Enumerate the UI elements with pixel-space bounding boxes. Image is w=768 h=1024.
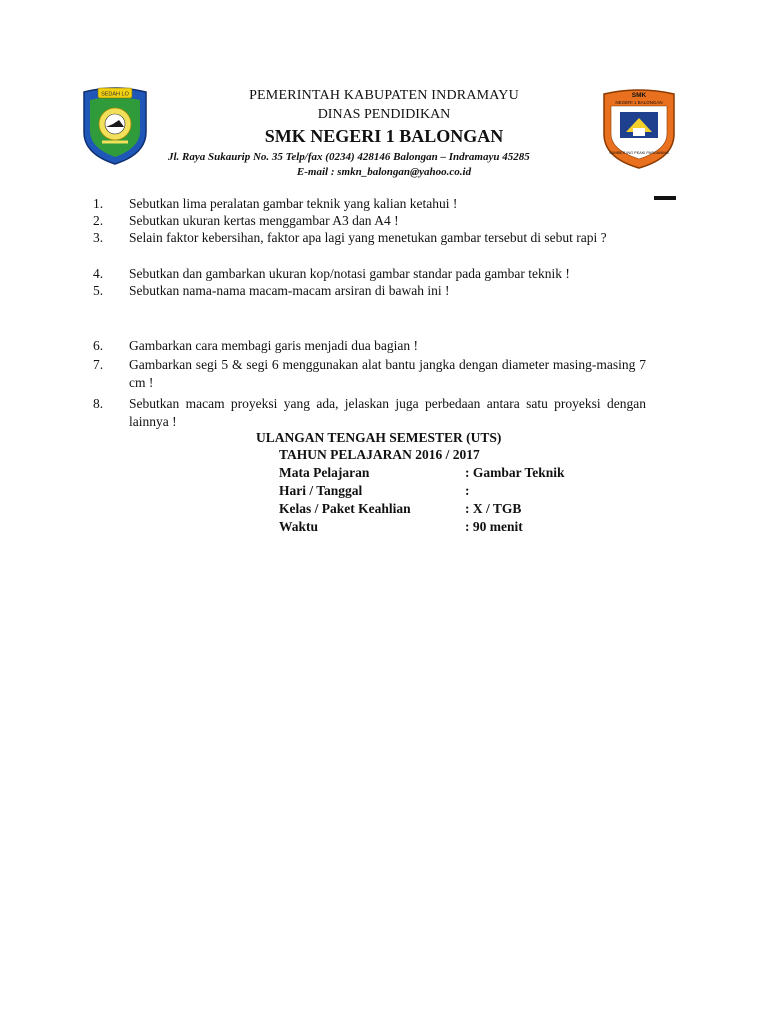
question-number: 8.: [93, 396, 104, 411]
question-text: Sebutkan lima peralatan gambar teknik yang kalian ketahui !: [129, 196, 458, 211]
school-logo-sub: NEGERI 1 BALONGAN: [615, 100, 663, 105]
question-text: Gambarkan cara membagi garis menjadi dua bagian !: [129, 338, 419, 353]
exam-info-value: : 90 menit: [465, 519, 523, 534]
exam-info-value: : X / TGB: [465, 501, 522, 516]
department-line: DINAS PENDIDIKAN: [317, 107, 451, 122]
question-number: 6.: [93, 338, 104, 353]
question-text: Sebutkan nama-nama macam-macam arsiran di bawah ini !: [129, 283, 450, 298]
question-item: [93, 356, 646, 392]
question-number: 7.: [93, 357, 104, 372]
exam-title: ULANGAN TENGAH SEMESTER (UTS): [256, 430, 502, 445]
question-item: [93, 212, 646, 230]
question-text: Sebutkan macam proyeksi yang ada, jelaskan juga perbedaan antara satu proyeksi dengan lainnya !: [129, 396, 646, 429]
school-email: E-mail : smkn_balongan@yahoo.co.id: [296, 166, 472, 178]
school-logo-ring: SUMBER ING PEAKI PARGANING: [609, 151, 669, 155]
question-item: [93, 395, 646, 431]
question-number: 5.: [93, 283, 104, 298]
question-item: [93, 195, 646, 213]
exam-info-label: Waktu: [279, 519, 319, 534]
school-address: Jl. Raya Sukaurip No. 35 Telp/fax (0234) 428146 Balongan – Indramayu 45285: [168, 151, 530, 163]
question-number: 1.: [93, 196, 104, 211]
question-item: [93, 282, 646, 300]
exam-year: TAHUN PELAJARAN 2016 / 2017: [279, 447, 480, 462]
question-number: 4.: [93, 266, 104, 281]
exam-info-row: [279, 483, 470, 499]
school-name: SMK NEGERI 1 BALONGAN: [264, 126, 504, 146]
question-item: [93, 229, 646, 247]
question-text: Sebutkan ukuran kertas menggambar A3 dan A4 !: [129, 213, 399, 228]
exam-info-row: [279, 501, 522, 517]
government-line: PEMERINTAH KABUPATEN INDRAMAYU: [249, 88, 519, 103]
exam-info-label: Mata Pelajaran: [279, 465, 370, 480]
school-logo-top: SMK: [631, 92, 647, 99]
question-text: Selain faktor kebersihan, faktor apa lagi yang menetukan gambar tersebut di sebut rapi ?: [129, 230, 607, 245]
exam-info-label: Hari / Tanggal: [279, 483, 363, 498]
exam-info-value: : Gambar Teknik: [465, 465, 565, 480]
exam-info-label: Kelas / Paket Keahlian: [279, 501, 411, 516]
question-text: Sebutkan dan gambarkan ukuran kop/notasi gambar standar pada gambar teknik !: [129, 266, 570, 281]
question-text: Gambarkan segi 5 & segi 6 menggunakan alat bantu jangka dengan diameter masing-masing 7 cm !: [129, 357, 646, 390]
question-number: 2.: [93, 213, 104, 228]
exam-info-row: [279, 519, 523, 535]
question-number: 3.: [93, 230, 104, 245]
exam-info-row: [279, 465, 565, 481]
regency-logo-text: SEDAH LO: [101, 91, 129, 98]
exam-info-value: :: [465, 483, 470, 498]
question-item: [93, 265, 646, 283]
page-marker-dash: [654, 196, 676, 200]
question-item: [93, 337, 646, 355]
